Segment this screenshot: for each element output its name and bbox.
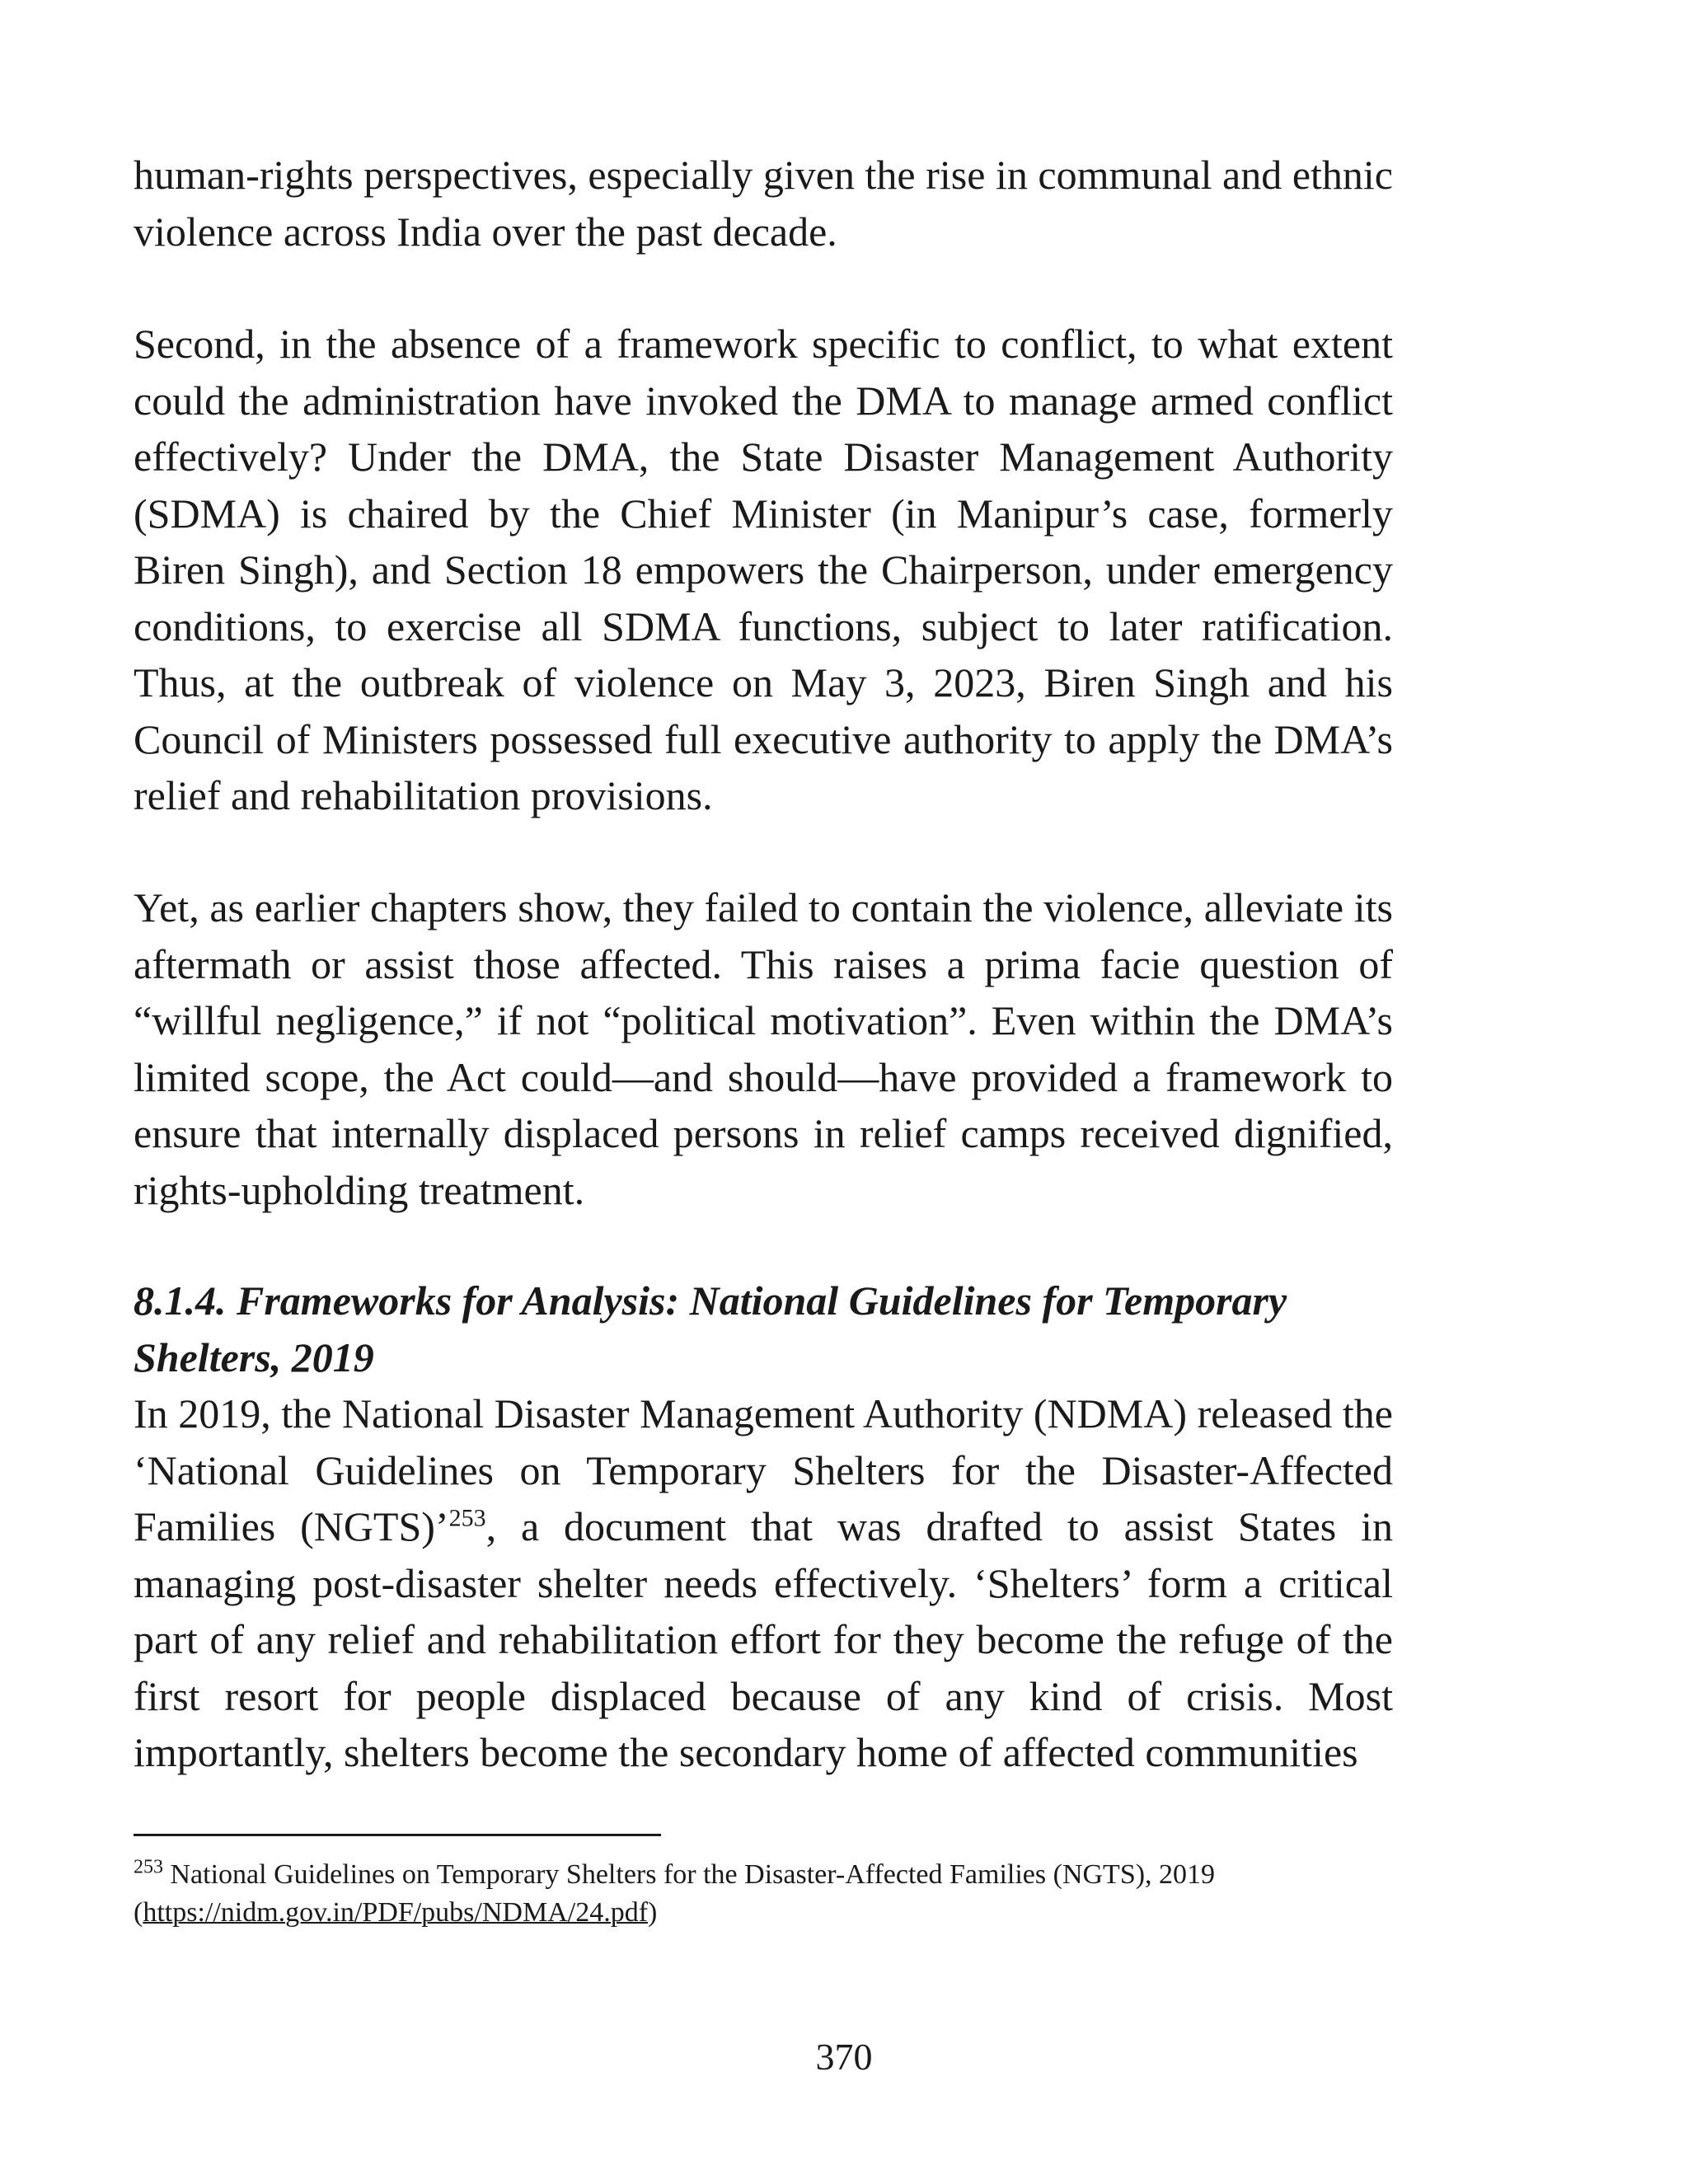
- body-paragraph: [134, 1385, 1393, 1781]
- footnote-number: 253: [134, 1856, 163, 1878]
- footnote: [134, 1856, 1393, 1932]
- footnote-reference[interactable]: 253: [448, 1504, 486, 1532]
- page-number: 370: [815, 2036, 873, 2078]
- body-paragraph: human-rights perspectives, especially given the rise in communal and ethnic violence across India over the past decade.: [134, 152, 1393, 255]
- footnote-text: National Guidelines on Temporary Shelters for the Disaster-Affected Families (NGTS), 2019 (: [134, 1859, 1216, 1928]
- footnote-closing: ): [648, 1897, 658, 1928]
- body-paragraph: Yet, as earlier chapters show, they failed to contain the violence, alleviate its aftermath or assist those affected. This raises a prima facie question of “willful negligence,” if not “political motivation”. Even within the DMA’s limited scope, the Act could—and should—have provided a framework to ensure that internally displaced persons in relief camps received dignified, rights-upholding treatment.: [134, 884, 1393, 1213]
- section-heading: 8.1.4. Frameworks for Analysis: National Guidelines for Temporary Shelters, 2019: [134, 1277, 1287, 1380]
- paragraph-text: In 2019, the National Disaster Management Authority (NDMA) released the ‘National Guidelines on Temporary Shelters for the Disaster-Affected Families (NGTS)’: [134, 1390, 1393, 1549]
- paragraph-text: , a document that was drafted to assist States in managing post-disaster shelter needs effectively. ‘Shelters’ form a critical part of any relief and rehabilitation effort for they become the refuge of the first resort for people displaced because of any kind of crisis. Most importantly, shelters become the secondary home of affected communities: [134, 1503, 1393, 1775]
- body-paragraph: Second, in the absence of a framework specific to conflict, to what extent could the administration have invoked the DMA to manage armed conflict effectively? Under the DMA, the State Disaster Management Authority (SDMA) is chaired by the Chief Minister (in Manipur’s case, formerly Biren Singh), and Section 18 empowers the Chairperson, under emergency conditions, to exercise all SDMA functions, subject to later ratification. Thus, at the outbreak of violence on May 3, 2023, Biren Singh and his Council of Ministers possessed full executive authority to apply the DMA’s relief and rehabilitation provisions.: [134, 321, 1393, 818]
- footnote-link[interactable]: https://nidm.gov.in/PDF/pubs/NDMA/24.pdf: [143, 1897, 649, 1928]
- footnote-divider: [134, 1834, 661, 1836]
